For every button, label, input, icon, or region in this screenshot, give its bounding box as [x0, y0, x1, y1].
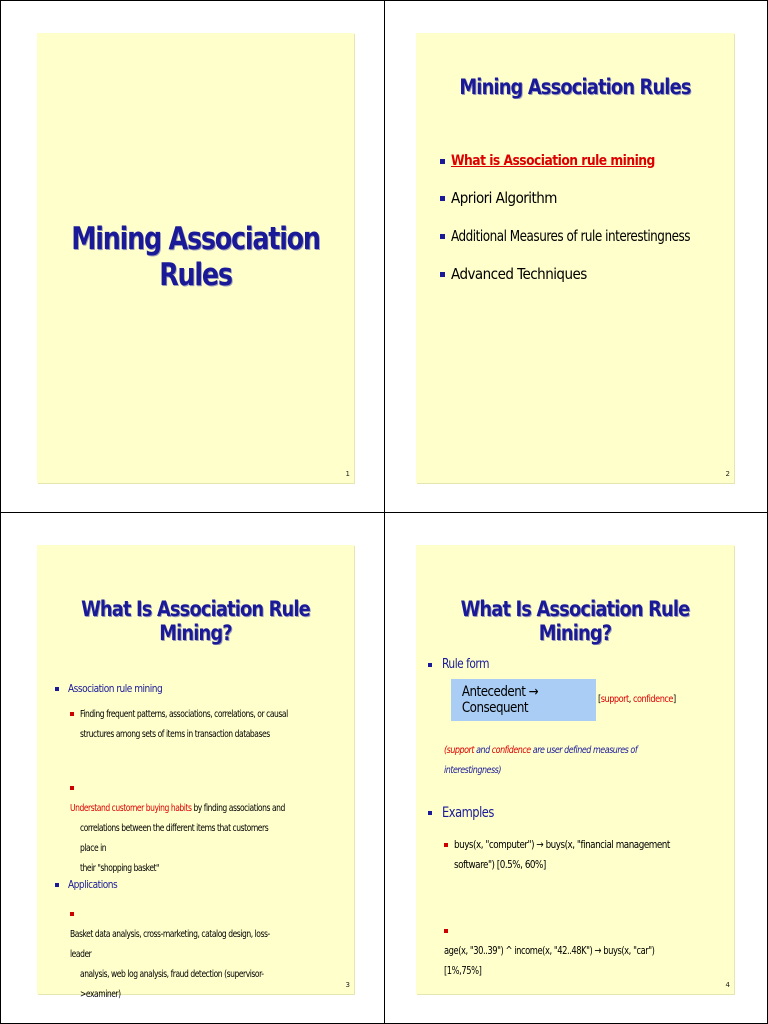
measures-note: (support and confidence are user defined measures of interestingness) [444, 745, 638, 776]
bullet-icon [70, 786, 74, 790]
slide-2-title: Mining Association Rules [459, 75, 691, 99]
slide-3-title: What Is Association Rule Mining? [81, 597, 310, 645]
bullet-icon [440, 272, 445, 277]
bullet-icon [444, 929, 448, 933]
example-2: age(x, "30..39") ^ income(x, "42..48K") → buys(x, "car") [1%,75%] [444, 921, 734, 981]
slide-cell-4 [384, 512, 768, 1024]
bullet-icon [70, 912, 74, 916]
bullet-icon [55, 687, 59, 691]
slide-4 [416, 545, 734, 994]
section-rule-form: Rule form [428, 655, 499, 675]
bullet-icon [440, 159, 445, 164]
bullet-icon [70, 712, 74, 716]
slide-3-page-number: 3 [345, 981, 350, 989]
bullet-icon [55, 883, 59, 887]
slide-cell-2 [384, 0, 768, 513]
rule-form-box: Antecedent → Consequent [451, 679, 596, 721]
slide-1 [37, 33, 354, 483]
bullet-icon [428, 663, 432, 667]
slide-1-title: Mining Association Rules [71, 221, 320, 293]
slide-2-page-number: 2 [725, 470, 730, 478]
section-examples: Examples [428, 803, 505, 823]
outline-item-1[interactable]: What is Association rule mining [440, 153, 750, 169]
slide-4-page-number: 4 [725, 981, 730, 989]
outline-item-3: Additional Measures of rule interestingness [440, 227, 750, 245]
sub-bullet-applications: Basket data analysis, cross-marketing, catalog design, loss-leader analysis, web log analysis, fraud detection (supervisor->examiner) [70, 905, 354, 1005]
section-association-rule-mining: Association rule mining [55, 679, 183, 699]
slide-4-title: What Is Association Rule Mining? [460, 597, 690, 645]
example-1: buys(x, "computer") → buys(x, "financial management software") [0.5%, 60%] [444, 835, 724, 875]
section-applications: Applications [55, 875, 128, 895]
bullet-icon [440, 196, 445, 201]
outline-item-2: Apriori Algorithm [440, 189, 750, 207]
rule-measures: [support, confidence] [598, 694, 676, 705]
bullet-icon [428, 811, 432, 815]
slide-cell-1 [0, 0, 385, 513]
slide-cell-3 [0, 512, 385, 1024]
bullet-icon [444, 843, 448, 847]
sub-bullet-buying-habits: Understand customer buying habits by finding associations and correlations between the different items that customers place in their "shopping basket" [70, 779, 354, 879]
outline-item-4: Advanced Techniques [440, 265, 750, 283]
bullet-icon [440, 234, 445, 239]
sub-bullet-finding-patterns: Finding frequent patterns, associations, correlations, or causal structures among sets of items in transaction databases [70, 705, 353, 745]
slide-1-page-number: 1 [345, 470, 350, 478]
slide-3 [37, 545, 354, 1000]
slide-2-outline [440, 153, 750, 303]
slide-2 [416, 33, 734, 483]
